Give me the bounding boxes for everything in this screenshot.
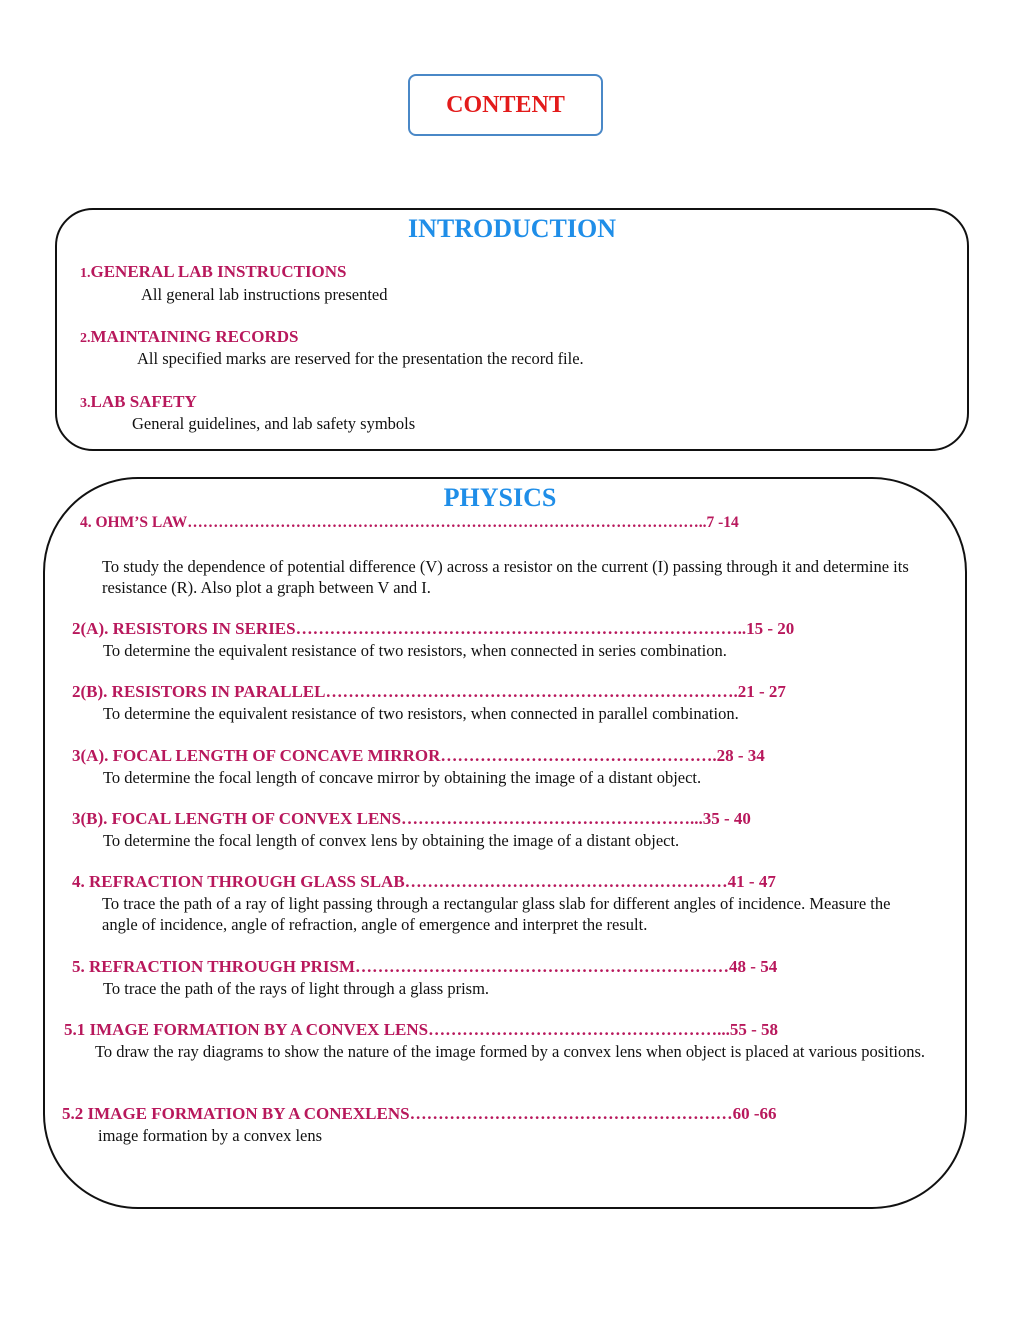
page-title: CONTENT [446,91,565,118]
physics-item-concave-mirror-description: To determine the focal length of concave mirror by obtaining the image of a distant object. [103,768,702,787]
introduction-title: INTRODUCTION [407,214,617,243]
physics-item-concave-mirror-heading: 3(A). FOCAL LENGTH OF CONCAVE MIRROR………………………………………….28 - 34 [72,746,765,765]
physics-item-conexlens-description: image formation by a convex lens [98,1126,323,1145]
intro-item-3-description: General guidelines, and lab safety symbols [132,414,416,433]
physics-item-parallel-heading: 2(B). RESISTORS IN PARALLEL……………………………………………………………….21 - 27 [72,682,786,701]
physics-item-convex-lens-heading: 3(B). FOCAL LENGTH OF CONVEX LENS……………………………………………...35 - 40 [72,809,751,828]
intro-item-2-description: All specified marks are reserved for the presentation the record file. [137,349,584,368]
intro-item-1-heading: 1.GENERAL LAB INSTRUCTIONS [80,262,347,281]
content-title-box [408,74,603,136]
physics-item-prism-description: To trace the path of the rays of light through a glass prism. [103,979,490,998]
physics-item-series-heading: 2(A). RESISTORS IN SERIES……………………………………………………………………..15 - 20 [72,619,795,638]
physics-item-convex-lens-description: To determine the focal length of convex lens by obtaining the image of a distant object. [103,831,680,850]
physics-item-glass-slab-description: To trace the path of a ray of light passing through a rectangular glass slab for different angles of incidence. Measure the angle of incidence, angle of refraction, angle of emergence and interpret the result. [102,894,891,934]
physics-item-convex-lens-image-description: To draw the ray diagrams to show the nature of the image formed by a convex lens when object is placed at various positions. [95,1042,926,1061]
intro-item-2-heading: 2.MAINTAINING RECORDS [80,327,299,346]
physics-item-parallel-description: To determine the equivalent resistance of two resistors, when connected in parallel combination. [103,704,739,723]
physics-item-ohms-law-description: To study the dependence of potential difference (V) across a resistor on the current (I) passing through it and determine its resistance (R). Also plot a graph between V and I. [102,557,909,597]
intro-item-3-heading: 3.LAB SAFETY [80,392,197,411]
physics-item-series-description: To determine the equivalent resistance of two resistors, when connected in series combination. [103,641,727,660]
physics-item-glass-slab-heading: 4. REFRACTION THROUGH GLASS SLAB…………………………………………………41 - 47 [72,872,776,891]
intro-item-1-description: All general lab instructions presented [141,285,388,304]
physics-item-ohms-law-heading: 4. OHM’S LAW………………………………………………………………………………………..7 -14 [80,514,739,531]
physics-title: PHYSICS [443,483,557,512]
physics-item-convex-lens-image-heading: 5.1 IMAGE FORMATION BY A CONVEX LENS……………………………………………...55 - 58 [64,1020,779,1039]
physics-item-prism-heading: 5. REFRACTION THROUGH PRISM…………………………………………………………48 - 54 [72,957,778,976]
physics-item-conexlens-heading: 5.2 IMAGE FORMATION BY A CONEXLENS…………………………………………………60 -66 [62,1104,777,1123]
